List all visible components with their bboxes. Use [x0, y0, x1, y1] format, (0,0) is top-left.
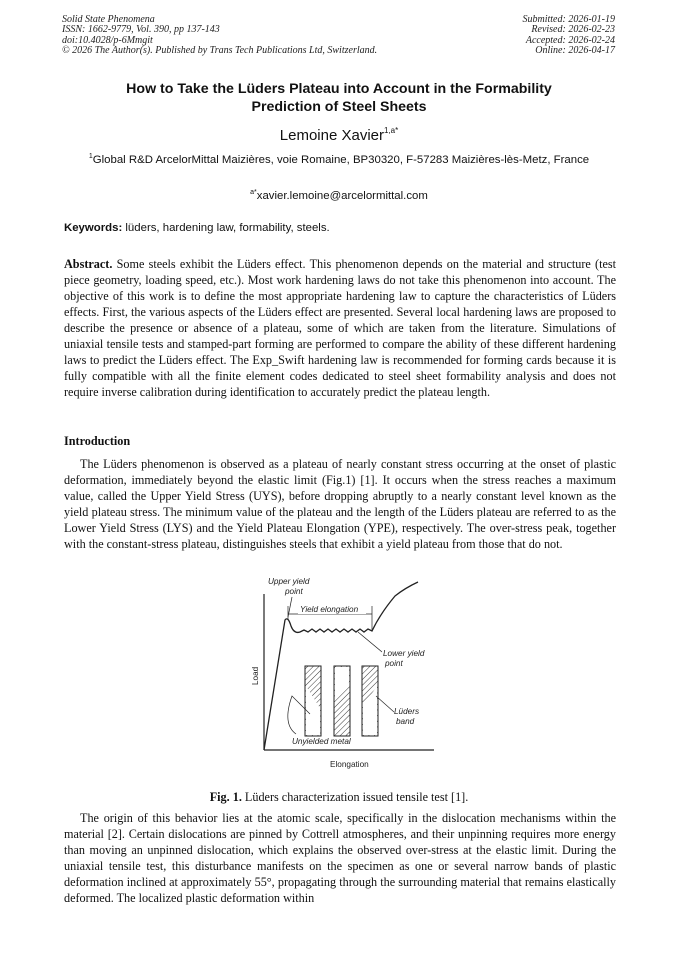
author-name: Lemoine Xavier [279, 127, 384, 144]
doi-line[interactable]: doi:10.4028/p-6Mmgit [62, 34, 153, 46]
email-address[interactable]: xavier.lemoine@arcelormittal.com [256, 189, 428, 202]
affiliation [80, 150, 598, 167]
lower-yield-leader [358, 632, 382, 652]
label-elongation: Elongation [330, 760, 369, 769]
keywords-label: Keywords: [64, 222, 123, 234]
submitted-date: Submitted: 2026-01-19 [522, 14, 615, 25]
intro-paragraph-1: The Lüders phenomenon is observed as a plateau of nearly constant stress occurring at the onset of plastic deformation, immediately beyond the elastic limit (Fig.1) [1]. It occurs when the stress reaches a maximum value, called the Upper Yield Stress (UYS), before dropping abruptly to a nearly constant level known as the yield plateau stress. The minimum value of the plateau and the length of the Lüders plateau are referred to as the Lower Yield Stress (LYS) and the Yield Plateau Elongation (YPE), respectively. The over-stress peak, together with the constant-stress plateau, distinguishes steels that exhibit a yield plateau from those that do not. [64, 457, 616, 551]
intro-paragraph-2: The origin of this behavior lies at the atomic scale, specifically in the dislocation mechanisms within the material [2]. Certain dislocations are pinned by Cottrell atmospheres, and their unpinning requires more energy than moving an unpinned dislocation, which explains the observed over-stress at the elastic limit. During the uniaxial tensile test, this disturbance manifests on the specimen as one or several narrow bands of plastic deformation inclined at approximately 55°, propagating through the surrounding material that remains elastically deformed. The localized plastic deformation within [64, 811, 616, 905]
keywords-text: lüders, hardening law, formability, steels. [125, 222, 330, 234]
journal-header-left [62, 15, 377, 57]
journal-name: Solid State Phenomena [62, 14, 155, 25]
paper-title [70, 80, 608, 116]
label-unyielded-metal: Unyielded metal [292, 737, 351, 746]
label-lower-yield-point: point [385, 659, 403, 668]
journal-header-right [523, 15, 616, 57]
caption-label: Fig. 1. [209, 790, 242, 804]
label-upper-yield: Upper yield [268, 577, 310, 586]
figure-1 [230, 574, 455, 774]
title-line-1: How to Take the Lüders Plateau into Account in the Formability [126, 81, 552, 97]
caption-text: Lüders characterization issued tensile test [1]. [244, 790, 469, 804]
label-luders: Lüders [394, 707, 420, 716]
luders-curve-diagram [230, 574, 455, 774]
email-line [0, 186, 678, 203]
label-upper-yield-point: point [285, 587, 303, 596]
author-sup: 1,a* [384, 126, 399, 135]
label-luders-band: band [396, 717, 415, 726]
luders-leader [376, 696, 394, 712]
figure-1-caption [0, 789, 678, 805]
label-load: Load [251, 666, 260, 685]
abstract-text: Some steels exhibit the Lüders effect. This phenomenon depends on the material and structure (test piece geometry, loading speed, etc.). Most work hardening laws do not take this phenomenon into account. The objective of this work is to define the most appropriate hardening law to capture the characteristics of Lüders effects. First, the various aspects of the Lüders effect are presented. Several local hardening laws are proposed to describe the presence or absence of a plateau, some of which are taken from the literature. Simulations of uniaxial tensile tests and stamped-part forming are performed to compare the ability of these different hardening laws to predict the Lüders effect. The Exp_Swift hardening law is recommended for forming cards because it is fully compatible with all the finite element codes dedicated to steel sheet formability analysis and does not require inverse calibration during identification to accurately predict the plateau length. [64, 257, 616, 399]
revised-date: Revised: 2026-02-23 [531, 24, 615, 36]
issn-line: ISSN: 1662-9779, Vol. 390, pp 137-143 [62, 24, 220, 36]
abstract-label: Abstract. [64, 257, 113, 271]
label-lower-yield: Lower yield [383, 649, 425, 658]
abstract [64, 256, 616, 400]
label-yield-elongation: Yield elongation [300, 605, 359, 614]
keywords [64, 221, 616, 235]
online-date: Online: 2026-04-17 [535, 45, 615, 57]
email-sup: a* [250, 189, 257, 196]
accepted-date: Accepted: 2026-02-24 [525, 34, 615, 46]
title-line-2: Prediction of Steel Sheets [251, 99, 427, 115]
section-heading-introduction: Introduction [64, 434, 131, 448]
copyright-line: © 2026 The Author(s). Published by Trans Tech Publications Ltd, Switzerland. [62, 45, 378, 57]
affiliation-text: Global R&D ArcelorMittal Maizières, voie Romaine, BP30320, F-57283 Maizières-lès-Metz, France [92, 153, 590, 166]
author-line [0, 123, 678, 145]
affiliation-sup: 1 [88, 153, 93, 160]
